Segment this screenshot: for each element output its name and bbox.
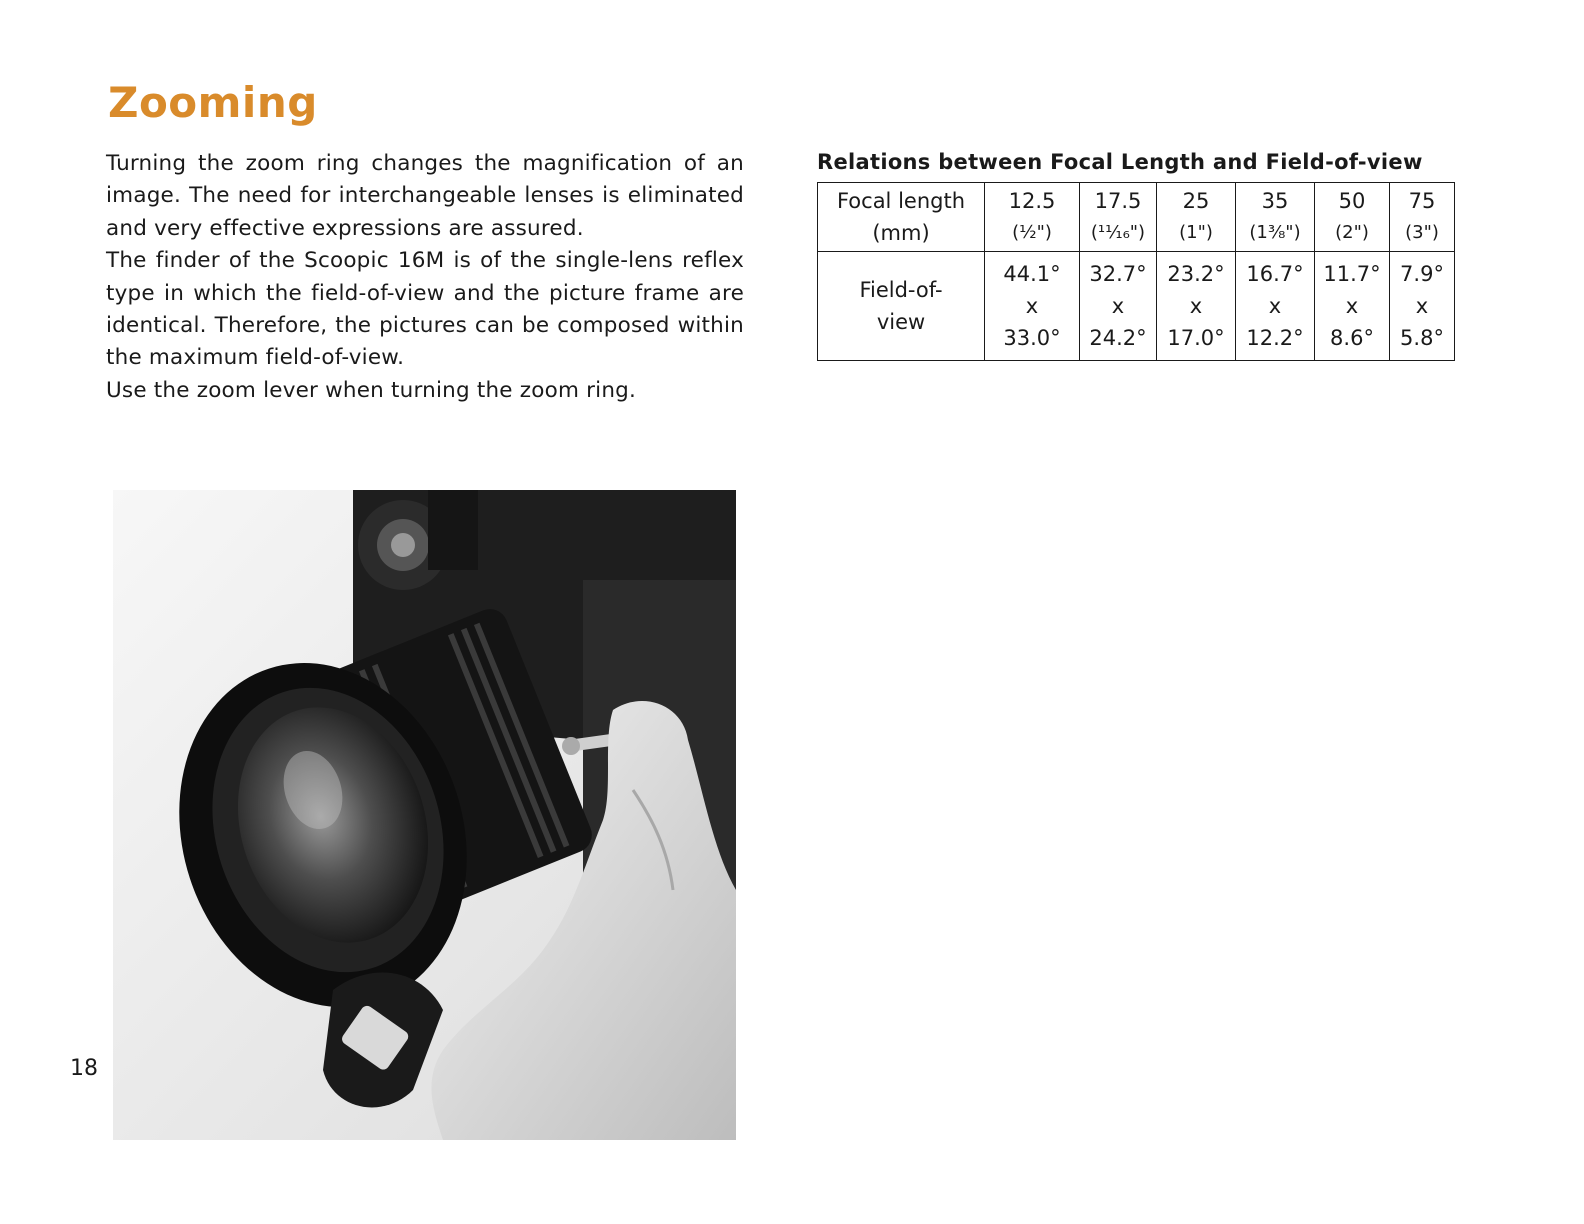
focal-length-header <box>818 183 985 252</box>
fov-times: x <box>1025 294 1039 318</box>
focal-inch: (½") <box>1012 222 1052 243</box>
fov-width: 23.2° <box>1167 262 1225 286</box>
fov-times: x <box>1268 294 1282 318</box>
paragraph-zoom-ring: Turning the zoom ring changes the magnification of an image. The need for interchangeable lenses is eliminated and very effective expressions are assured. <box>106 151 744 241</box>
focal-cell-5 <box>1315 183 1390 252</box>
fov-times: x <box>1189 294 1203 318</box>
field-of-view-header <box>818 252 985 361</box>
focal-inch: (1") <box>1179 222 1213 243</box>
focal-inch: (2") <box>1335 222 1369 243</box>
field-of-view-header-line: view <box>876 310 926 334</box>
focal-mm: 50 <box>1338 189 1366 213</box>
focal-inch: (3") <box>1405 222 1439 243</box>
camera-zoom-photo <box>113 490 736 1140</box>
fov-cell-4 <box>1236 252 1315 361</box>
focal-cell-3 <box>1157 183 1236 252</box>
fov-width: 32.7° <box>1089 262 1147 286</box>
fov-height: 17.0° <box>1167 326 1225 350</box>
focal-length-header-line: Focal length <box>836 189 966 213</box>
paragraph-finder: The finder of the Scoopic 16M is of the single-lens reflex type in which the field-of-view and the picture frame are identical. Therefore, the pictures can be composed within the maximum field-of-view. <box>106 248 744 371</box>
fov-height: 5.8° <box>1400 326 1444 350</box>
page-title: Zooming <box>108 78 318 127</box>
fov-height: 8.6° <box>1330 326 1374 350</box>
fov-cell-2 <box>1080 252 1157 361</box>
paragraph-zoom-lever: Use the zoom lever when turning the zoom ring. <box>106 377 637 403</box>
fov-cell-6 <box>1390 252 1455 361</box>
focal-mm: 25 <box>1182 189 1210 213</box>
body-text <box>106 148 744 407</box>
focal-inch: (1³⁄₈") <box>1249 222 1301 243</box>
fov-width: 7.9° <box>1400 262 1444 286</box>
fov-width: 16.7° <box>1246 262 1304 286</box>
fov-height: 12.2° <box>1246 326 1304 350</box>
fov-height: 33.0° <box>1003 326 1061 350</box>
fov-cell-1 <box>985 252 1080 361</box>
focal-mm: 17.5 <box>1094 189 1142 213</box>
focal-cell-2 <box>1080 183 1157 252</box>
fov-times: x <box>1345 294 1359 318</box>
focal-length-unit: (mm) <box>872 221 930 245</box>
focal-mm: 12.5 <box>1008 189 1056 213</box>
fov-width: 44.1° <box>1003 262 1061 286</box>
focal-cell-6 <box>1390 183 1455 252</box>
fov-cell-5 <box>1315 252 1390 361</box>
fov-cell-3 <box>1157 252 1236 361</box>
field-of-view-row <box>818 252 1455 361</box>
focal-length-row <box>818 183 1455 252</box>
fov-times: x <box>1111 294 1125 318</box>
focal-cell-4 <box>1236 183 1315 252</box>
fov-width: 11.7° <box>1323 262 1381 286</box>
fov-times: x <box>1415 294 1429 318</box>
focal-inch: (¹¹⁄₁₆") <box>1090 222 1146 243</box>
table-caption: Relations between Focal Length and Field-of-view <box>817 150 1423 174</box>
focal-mm: 75 <box>1408 189 1436 213</box>
field-of-view-header-line: Field-of- <box>859 278 943 302</box>
focal-length-table <box>817 182 1455 361</box>
camera-zoom-illustration <box>113 490 736 1140</box>
page-number: 18 <box>70 1056 98 1081</box>
focal-cell-1 <box>985 183 1080 252</box>
focal-mm: 35 <box>1261 189 1289 213</box>
fov-height: 24.2° <box>1089 326 1147 350</box>
